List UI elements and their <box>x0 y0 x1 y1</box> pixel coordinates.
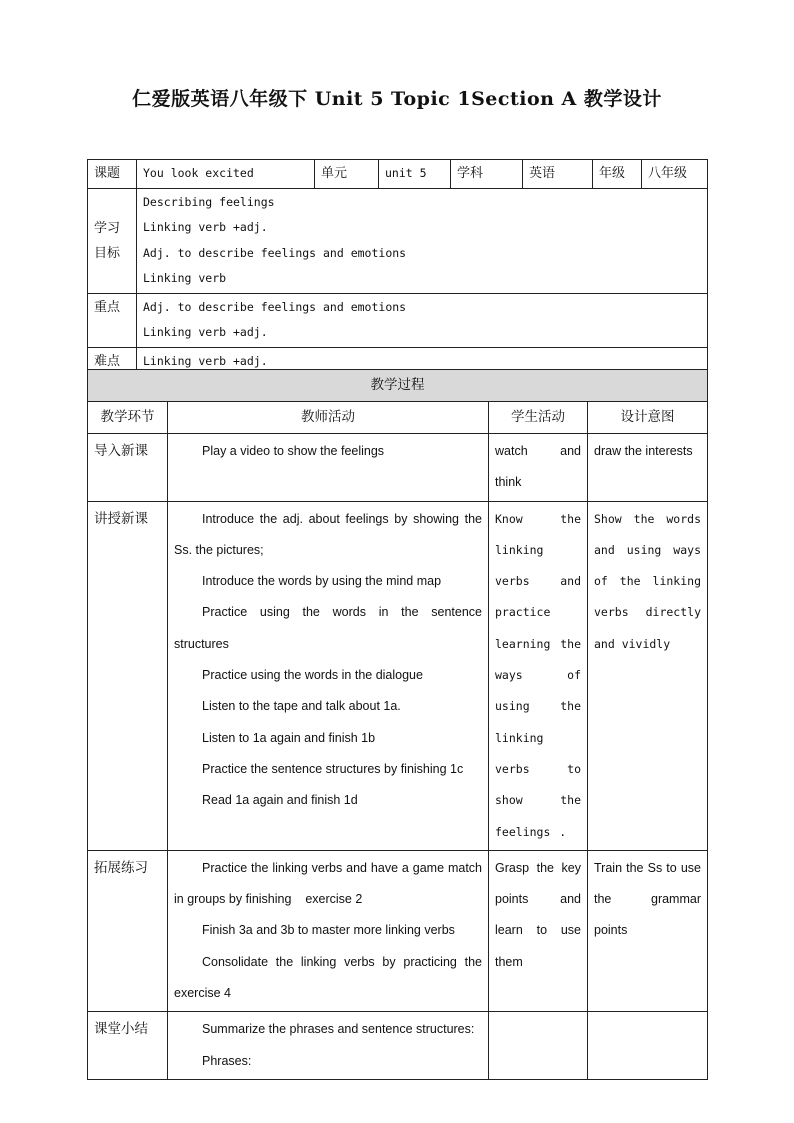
teacher-activity-line: Practice the sentence structures by finishing 1c <box>202 761 464 776</box>
unit-value: unit 5 <box>379 160 451 189</box>
design-intent-cell: draw the interests <box>588 434 708 502</box>
objective-line: Linking verb <box>143 271 227 285</box>
design-intent-cell: Show the words and using ways of the linking verbs directly and vividly <box>588 501 708 850</box>
difficulties-label: 难点 <box>88 347 137 376</box>
teacher-activity-cell <box>168 501 489 850</box>
objectives-label-line: 学习 <box>94 220 121 236</box>
objectives-label-line: 目标 <box>94 245 121 261</box>
teacher-activity-line: Introduce the adj. about feelings by showing the Ss. the pictures; <box>174 511 482 557</box>
key-points-row <box>88 293 708 347</box>
stage-cell: 拓展练习 <box>88 850 168 1011</box>
header-teacher: 教师活动 <box>168 402 489 434</box>
objectives-row <box>88 188 708 293</box>
teacher-activity-line: Practice the linking verbs and have a game match in groups by finishing exercise 2 <box>174 860 486 907</box>
key-points-content <box>137 293 708 347</box>
design-intent-cell: Train the Ss to use the grammar points <box>588 850 708 1011</box>
student-activity-cell: Know the linking verbs and practice learning the ways of using the linking verbs to show the feelings . <box>489 501 588 850</box>
key-point-line: Adj. to describe feelings and emotions <box>143 299 407 314</box>
unit-label: 单元 <box>315 160 379 189</box>
student-activity-cell: watch and think <box>489 434 588 502</box>
teacher-activity-line: Introduce the words by using the mind map <box>202 574 442 589</box>
objective-line: Describing feelings <box>143 194 275 209</box>
teacher-activity-cell <box>168 850 489 1011</box>
process-table <box>87 369 708 1080</box>
teacher-activity-line: Practice using the words in the sentence structures <box>174 605 482 651</box>
process-row <box>88 501 708 850</box>
lesson-info-table <box>87 159 708 376</box>
process-row <box>88 434 708 502</box>
header-stage: 教学环节 <box>88 402 168 434</box>
process-band-row <box>88 370 708 402</box>
process-header-row <box>88 402 708 434</box>
teacher-activity-line: Consolidate the linking verbs by practicing the exercise 4 <box>174 954 482 1001</box>
objective-line: Linking verb +adj. <box>143 220 268 234</box>
teacher-activity-line: Summarize the phrases and sentence structures: <box>202 1022 475 1037</box>
objectives-label <box>88 188 137 293</box>
subject-label: 学科 <box>451 160 523 189</box>
teacher-activity-line: Practice using the words in the dialogue <box>202 668 423 683</box>
teacher-activity-line: Phrases: <box>202 1053 252 1068</box>
stage-cell: 课堂小结 <box>88 1012 168 1080</box>
objectives-content <box>137 188 708 293</box>
info-row <box>88 160 708 189</box>
document-title: 仁爱版英语八年级下 Unit 5 Topic 1Section A 教学设计 <box>132 88 662 110</box>
process-row <box>88 850 708 1011</box>
teacher-activity-line: Listen to 1a again and finish 1b <box>202 730 376 745</box>
objective-line: Adj. to describe feelings and emotions <box>143 245 407 260</box>
teacher-activity-cell <box>168 434 489 502</box>
header-intent: 设计意图 <box>588 402 708 434</box>
stage-cell: 讲授新课 <box>88 501 168 850</box>
grade-value: 八年级 <box>642 160 708 189</box>
design-intent-cell <box>588 1012 708 1080</box>
teacher-activity-line: Read 1a again and finish 1d <box>202 793 358 808</box>
topic-label: 课题 <box>88 160 137 189</box>
teacher-activity-cell <box>168 1012 489 1080</box>
header-student: 学生活动 <box>489 402 588 434</box>
process-row <box>88 1012 708 1080</box>
teacher-activity-line: Listen to the tape and talk about 1a. <box>202 699 401 714</box>
grade-label: 年级 <box>593 160 642 189</box>
subject-value: 英语 <box>523 160 593 189</box>
teacher-activity-line: Finish 3a and 3b to master more linking verbs <box>202 923 455 938</box>
key-point-line: Linking verb +adj. <box>143 325 268 339</box>
difficulty-line: Linking verb +adj. <box>143 353 268 368</box>
student-activity-cell <box>489 1012 588 1080</box>
teacher-activity-line: Play a video to show the feelings <box>202 444 385 458</box>
process-band: 教学过程 <box>88 370 708 402</box>
key-points-label: 重点 <box>88 293 137 347</box>
stage-cell: 导入新课 <box>88 434 168 502</box>
topic-value: You look excited <box>137 160 315 189</box>
student-activity-cell: Grasp the key points and learn to use them <box>489 850 588 1011</box>
